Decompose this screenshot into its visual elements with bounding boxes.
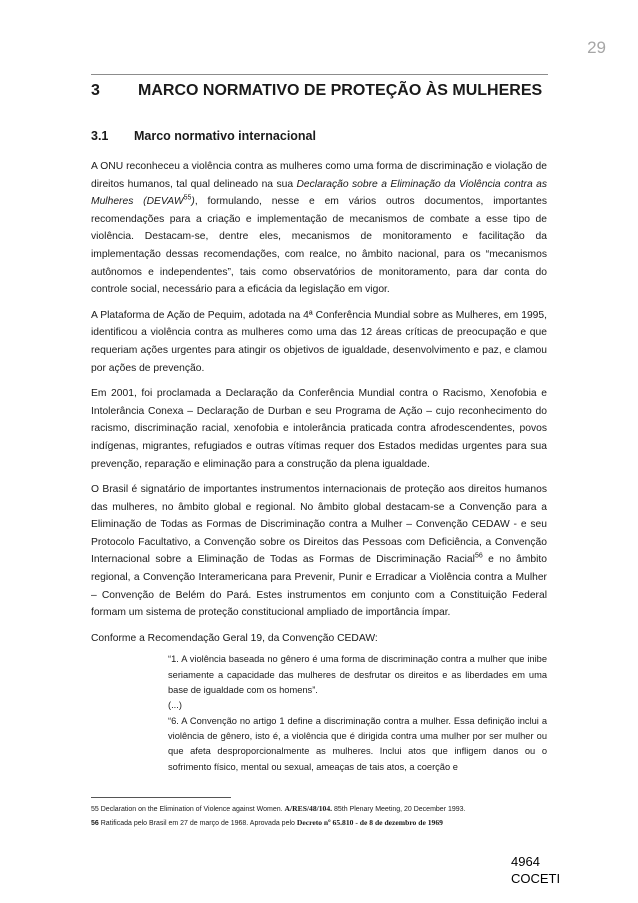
paragraph-pequim: A Plataforma de Ação de Pequim, adotada na 4ª Conferência Mundial sobre as Mulheres, em 1995, identificou a violência contra as mulheres como uma das 12 áreas críticas de preocupação e que requeriam ações urgentes para atingir os objetivos de igualdade, desenvolvimento e paz, e clamou por ações de prevenção. (91, 309, 547, 374)
footnote-separator (91, 797, 231, 798)
paragraph-text: e no âmbito regional, a Convenção Interamericana para Prevenir, Punir e Erradicar a Violência contra a Mulher – Convenção de Belém do Pará. Estes instrumentos em conjunto com a Constituição Federal formam um sistema de proteção constitucional ampliado de importância ímpar. (91, 554, 548, 619)
paragraph-onu (91, 158, 547, 299)
page-number: 29 (587, 38, 606, 57)
paragraph-text: A ONU reconheceu a violência contra as mulheres como uma forma de discriminação e violação de direitos humanos, tal qual delineado na sua (91, 161, 547, 190)
paragraph-brasil (91, 481, 547, 622)
section-heading (91, 129, 316, 143)
block-quote (168, 652, 547, 774)
paragraph-text: O Brasil é signatário de importantes instrumentos internacionais de proteção aos direitos humanos das mulheres, no âmbito global e regional. No âmbito global destacam-se a Convenção para a Eliminação de Todas as Formas de Discriminação contra a Mulher – Convenção CEDAW - e seu Protocolo Facultativo, a Convenção sobre os Direitos das Pessoas com Deficiência, a Convenção Internacional sobre a Eliminação de Todas as Formas de Discriminação Racial (91, 484, 547, 566)
footnote-ref-56[interactable]: 56 (474, 553, 483, 561)
devaw-title-close: ) (191, 196, 195, 208)
page-stamp (511, 853, 560, 887)
footnotes (91, 802, 561, 830)
quote-ellipsis: (...) (168, 700, 182, 711)
section-title: Marco normativo internacional (134, 129, 316, 143)
footnote-mark: 55 (91, 806, 99, 813)
footnote-text: Ratificada pelo Brasil em 27 de março de 1968. Aprovada pelo (98, 820, 297, 827)
quote-item-6: “6. A Convenção no artigo 1 define a discriminação contra a mulher. Essa definição inclui a violência de gênero, isto é, a violência que é dirigida contra uma mulher por ser mulher ou que afeta desproporcionalmente as mulheres. Inclui atos que infligem danos ou o sofrimento físico, mental ou sexual, ameaças de tais atos, a coerção e (168, 715, 547, 772)
devaw-title: Declaração sobre a Eliminação da Violência contra as Mulheres (DEVAW (91, 178, 547, 208)
stamp-number: 4964 (511, 854, 540, 869)
footnote-55 (91, 802, 561, 816)
paragraph-text: , formulando, nesse e em vários outros documentos, importantes recomendações para a criação e implementação de mecanismos de combate a esse tipo de violência. Destacam-se, dentre eles, mecanismos de monitoramento e facilitação da implementação dessas recomendações, com realce, no âmbito nacional, para os “mecanismos autônomos e independentes”, tais como observatórios de monitoramento, para dar conta do controle social, necessário para a eficácia da legislação em vigor. (91, 196, 547, 296)
header-rule (91, 74, 548, 75)
footnote-56 (91, 816, 561, 830)
chapter-heading (91, 82, 551, 100)
footnote-ref-code: A/RES/48/104. (284, 804, 333, 813)
footnote-text: Declaration on the Elimination of Violence against Women. (98, 806, 285, 813)
footnote-decree: Decreto nº 65.810 - de 8 de dezembro de 1969 (296, 818, 443, 827)
quote-item-1: “1. A violência baseada no gênero é uma forma de discriminação contra a mulher que inibe seriamente a capacidade das mulheres de desfrutar os direitos e as liberdades em uma base de igualdade com os homens”. (168, 654, 547, 696)
stamp-label: COCETI (511, 871, 561, 886)
footnote-mark: 56 (91, 820, 99, 827)
paragraph-cedaw-intro: Conforme a Recomendação Geral 19, da Convenção CEDAW: (91, 632, 378, 644)
body-text (91, 158, 547, 775)
footnote-ref-55[interactable]: 55 (183, 194, 192, 202)
chapter-number: 3 (91, 82, 100, 99)
chapter-title: MARCO NORMATIVO DE PROTEÇÃO ÀS MULHERES (138, 82, 543, 99)
paragraph-durban: Em 2001, foi proclamada a Declaração da Conferência Mundial contra o Racismo, Xenofobia e Intolerância Conexa – Declaração de Durban e seu Programa de Ação – cujo reconhecimento do racismo, discriminação racial, xenofobia e intolerância praticada contra afrodescendentes, povos indígenas, migrantes, refugiados e outras vítimas requer dos Estados medidas urgentes para sua prevenção, reparação e eliminação para a construção da plena igualdade. (91, 388, 547, 470)
section-number: 3.1 (91, 129, 109, 143)
footnote-text: 85th Plenary Meeting, 20 December 1993. (332, 806, 466, 813)
